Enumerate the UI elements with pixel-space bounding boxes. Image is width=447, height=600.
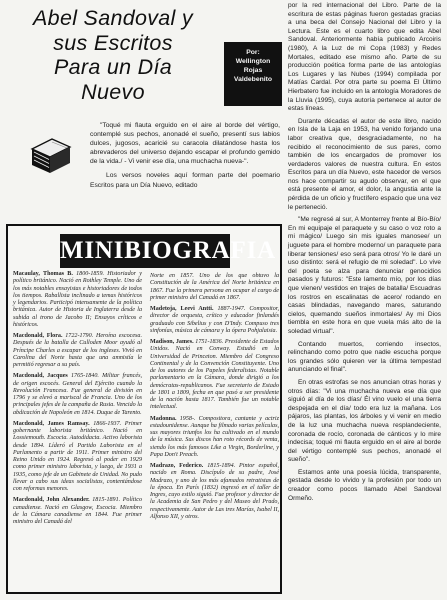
bio-name: Madison, James. [150, 339, 194, 345]
bio-name: Macdonald, Jacques [13, 373, 68, 380]
minibiografia-heading: MINIBIOGRAFIA [60, 234, 230, 268]
byline-name-2: Rojas [243, 67, 263, 74]
title-line-2: sus Escritos [53, 30, 173, 55]
byline-name-1: Wellington [235, 58, 271, 65]
bio-name: Madetoja, Leevi Antti. [150, 306, 214, 312]
bio-entry [150, 416, 279, 460]
bio-text: 1958-. Compositora, cantante y actriz estadounidense. Aunque ha filmado varias películas, sus mayores triunfos los ha cultivado en el mundo de la música. Sus discos han roto récords de venta, siendo los más famosos Like a Virgin, Borderline, y Papa Don't Preach. [150, 415, 279, 458]
bio-text: 1800-1859. Historiador y político británico. Nació en Rothley Temple. Uno de los más notables ensayistas e historiadores de todos los tiempos. Raballista inclinado a temas históricos y legendarios. Participó intensamente de la política británica. Autor de Historia de Inglaterra desde la subida al trono de Jacobo II; Ensayos críticos e históricos. [13, 271, 142, 328]
bio-entry [150, 463, 279, 521]
byline-label: Por: [246, 49, 260, 56]
author-byline [224, 42, 282, 106]
bio-name: Macdonald, James Ramsay. [13, 420, 90, 427]
title-line-4: Nuevo [81, 79, 145, 104]
bio-name: Macaulay, Thomas B. [13, 271, 73, 277]
bio-text: 1887-1947. Compositor, director de orquesta, crítico y educador finlandés graduado con Sibelius y con D'Indy. Compuso tres sinfonías, música de cámara y la ópera Pohjalaisia. [150, 306, 279, 334]
body-paragraph: "Me regresé al sur, A Monterrey frente al Bío-Bío/ En mi equipaje el paraquete y su caso o voz roto a mi mágico/ Luego sin mis iguales manosee/ un juguete para el hombre moderno/ un paraquete para liberar tensiones/ eso será para otros/ Yo le daré un uso distinto: será el refugio de mi soledad". Lo vive del poeta se alza para denunciar genocidios pasados y futuros: "Este lamento mío, por los días que vienen/ vestidos en trajes de batalla/ Escuadras los rostros en escalinatas de acero/ rodando en casas blindadas, navegando mares, saturando cielos, quemando sueños inmortales/ Ay mi Dios tiembla en este hora en que vuela más alto de la soledad virtual". [288, 216, 441, 335]
byline-name-3: Valdebenito [233, 76, 273, 83]
bio-entry [13, 497, 142, 526]
bio-text: Norte en 1857. Uno de los que obtuvo la Constitución de la América del Norte británica en 1867. Fue la primera persona en ocupar el cargo de primer ministro del Canadá en 1867. [150, 273, 279, 301]
bio-column-left [13, 271, 142, 530]
bio-entry [13, 271, 142, 329]
title-line-3: Para un Día [53, 55, 173, 79]
body-paragraph: por la red internacional del Libro. Parte de la escritura de estas páginas fueron gestadas gracias a una beca del Consejo Nacional del Libro y la Lectura. Este es el cuarto libro que edita Abel Sandoval. Anteriormente había publicado Arcoiris (1980), A la Luz de mi Copa (1983) y Redes Mortales, editado ese mismo año. Parte de su producción poética forma parte de las antologías Los Lugares y las Nubes (1994) compilada por Matías Cardal. Por otra parte su poema El Último Hierbatero fue incluido en la antología Moradores de la Lluvia (1995), cuya autoría pertenece al autor de estas líneas. [288, 2, 441, 113]
article-quote [90, 121, 280, 195]
bio-entry [150, 306, 279, 335]
body-paragraph: Durante décadas el autor de este libro, nacido en Isla de la Laja en 1953, ha venido forjando una labor creativa que, desgraciadamente, no ha recibido el reconocimiento de sus pares, como también de los encargados de promover los verdaderos valores de nuestra cultura. En estos Escritos para un día Nuevo, este hacedor de versos nos hace compartir su agudo observar, en el que está presente el amor, el dolor, la angustia ante la pérdida de un oficio y fructífero espacio que una vez le perteneció. [288, 117, 441, 211]
title-line-1: Abel Sandoval y [33, 6, 193, 30]
article-body-column [288, 2, 441, 507]
bio-text: 1815-1891. Político canadiense. Nació en Glasgow, Escocia. Miembro de la Cámara canadiense en 1844. Fue primer ministro del Canadá del [13, 497, 143, 525]
bio-text: 1866-1937. Primer gobernante laborista británico. Nació en Lossiemouth. Escocia. Autodidacta. Activo laborista desde 1894. Líderó el Partido Laborista en el Parlamento a partir de 1911. Primer ministro del Reino Unido en 1924. Regresó al poder en 1929 como primer ministro laborista, y luego, de 1931 a 1935, como jefe de un Gabinete de Unidad. No pudo llevar a cabo sus ideas socialistas, contentándose con reformas menores. [13, 420, 143, 492]
bio-text: 1722-1790. Heroína escocesa. Después de la batalla de Culloden Moor ayudó al Príncipe Charles a escapar de los ingleses. Vivió en Carolina del Norte hasta que una amnistía le permitió regresar a su país. [13, 333, 142, 368]
bio-entry [150, 339, 279, 412]
bio-name: Macdonald, John Alexander. [13, 497, 90, 504]
bio-name: Macdonald, Flora. [13, 333, 63, 339]
article-title [6, 6, 220, 104]
bio-entry [13, 421, 142, 494]
bio-entry [150, 273, 279, 302]
bio-name: Madrazo, Federico. [150, 463, 204, 469]
quote-paragraph: "Toqué mi flauta erguido en el aire al borde del vértigo, contemplé sus pechos, anonadé el sueño, presentí sus labios dulces, jugosos, acaricié su caracola dilatándose hasta los abrevaderos del universo dejando escapar el profundo gemido de la vida./ - Vi venir ese día, una muchacha nueva-". [90, 122, 280, 166]
bio-text: 1765-1840. Militar francés, de origen escocés. General del Ejército cuando la Revolución Francesa. Fue general de división en 1796 y se elevó a mariscal de Francia. Uno de los principales jefes de la campaña de Rusia. Vencido la abdicación de Napoleón en 1814. Duque de Tarento. [13, 373, 142, 416]
book-icon [28, 135, 72, 179]
bio-entry [13, 373, 142, 417]
body-paragraph: Estamos ante una poesía lúcida, transparente, gestada desde lo vivido y la profesión por todo un creador como pocos llamado Abel Sandoval Ormeño. [288, 468, 441, 502]
bio-name: Madonna. [150, 415, 177, 422]
minibiografia-box [6, 224, 282, 594]
body-paragraph: Contando muertos, corriendo insectos, relinchando como potro que nadie escucha porque los grandes sólo quieren ver la última tempestad anunciando el final". [288, 340, 441, 374]
bio-text: 1815-1894. Pintor español, nacido en Roma. Discípulo de su padre, José Madrazo, y uno de los más afamados retratistas de la época. En París (1832) ingresó en el taller de Ingres, cuyo estilo siguió. Fue profesor y director de la Academia de San Pedro y del Museo del Prado, respectivamente. Autor de Las tres Marías, Isabel II, Alfonso XII, y otros. [150, 463, 279, 520]
body-paragraph: En otras estrofas se nos anuncian otras horas y otros días: "Vi una muchacha nueva ese día que siguió al día de los días/ Él vino vuelo el una tierra despejada en el día/ todo era luz la mañana. Los pájaros, las plantas, los árboles y vi venir en medio de la luz una muchacha nueva resplandeciente, coronada de rocío, coronada de cánticos y lo mire indecisa; toqué mi flauta erguido en el aire al borde del vértigo contemplé sus pechos, anonadé el sueño". [288, 378, 441, 464]
intro-paragraph: Los versos noveles aquí forman parte del poemario Escritos para un Día Nuevo, editado [90, 172, 280, 189]
bio-entry [13, 333, 142, 369]
bio-text: 1751-1836. Presidente de Estados Unidos. Nació en Conway. Estudió en la Universidad de Princeton. Miembro del Congreso Continental y de la Convención Constituyente. Uno de los autores de los Papeles federalistas. Notable parlamentario en la Cámara, donde dirigió a los demócratas-republicanos. Fue secretario de Estado de 1801 a 1809, fecha en que pasó a ser presidente de la nación hasta 1817. También fue un notable intelectual. [150, 339, 279, 411]
bio-column-right [150, 273, 279, 525]
